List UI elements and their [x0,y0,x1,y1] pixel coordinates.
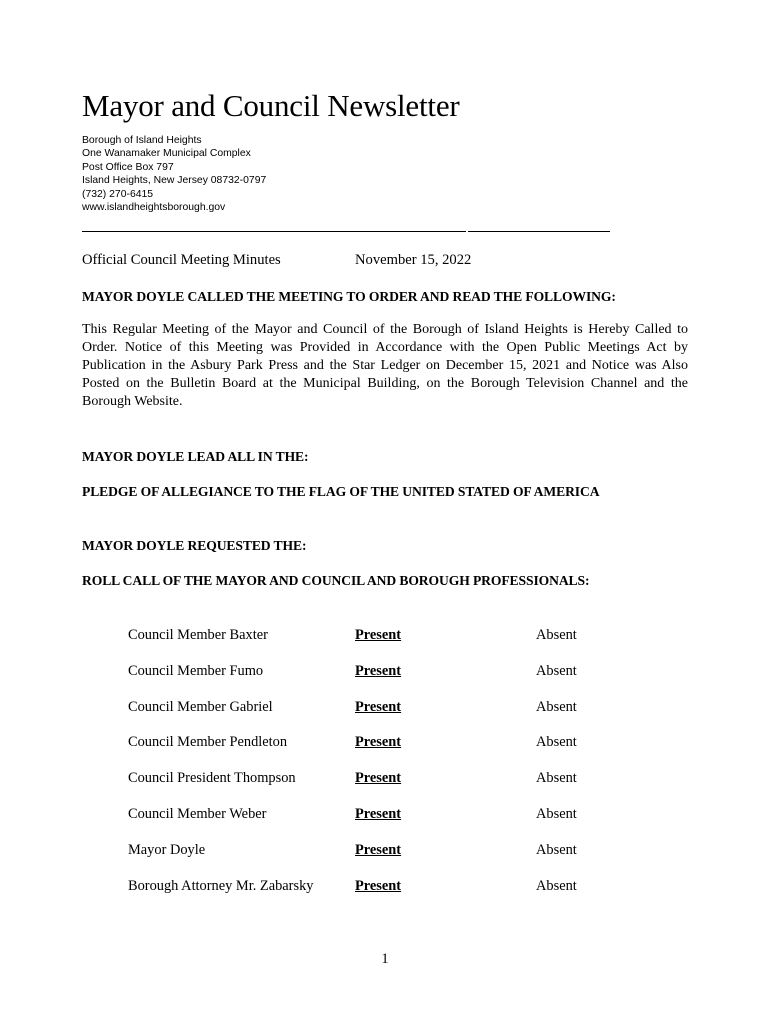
roll-call-absent-option: Absent [536,770,577,787]
roll-call-absent-option: Absent [536,698,577,715]
roll-call-member-name: Council President Thompson [128,770,296,787]
roll-call-present-mark: Present [355,627,402,643]
roll-call-present-mark: Present [355,805,402,822]
roll-call-present-mark: Present [355,877,402,894]
roll-call-absent-option: Absent [536,877,577,894]
roll-call-row [128,769,628,805]
page-number: 1 [381,951,389,967]
borough-address-block [82,134,266,214]
roll-call-row [128,662,628,698]
roll-call-present-mark: Present [355,841,402,858]
address-line-city: Island Heights, New Jersey 08732-0797 [82,175,267,187]
roll-call-present-mark: Present [355,662,402,679]
roll-call-present-mark: Present [355,770,402,787]
roll-call-member-name: Council Member Pendleton [128,734,288,751]
roll-call-member-name: Council Member Baxter [128,627,268,643]
roll-call-member-name: Mayor Doyle [128,841,206,858]
roll-call-row [128,877,628,913]
call-to-order-heading: MAYOR DOYLE CALLED THE MEETING TO ORDER AND READ THE FOLLOWING: [82,289,616,304]
pledge-heading: PLEDGE OF ALLEGIANCE TO THE FLAG OF THE UNITED STATED OF AMERICA [82,484,600,499]
lead-heading: MAYOR DOYLE LEAD ALL IN THE: [82,449,309,464]
requested-heading: MAYOR DOYLE REQUESTED THE: [82,538,307,553]
address-line-borough: Borough of Island Heights [82,135,202,146]
roll-call-row [128,626,628,662]
address-line-phone: (732) 270-6415 [82,188,154,200]
address-line-website: www.islandheightsborough.gov [82,202,226,214]
roll-call-member-name: Borough Attorney Mr. Zabarsky [128,877,314,894]
meeting-type-label: Official Council Meeting Minutes [82,252,281,268]
roll-call-absent-option: Absent [536,841,577,858]
meeting-notice-paragraph: This Regular Meeting of the Mayor and Council of the Borough of Island Heights is Hereby Called to Order. Notice of this Meeting was Provided in Accordance with the Open Public Meetings Act by Publication in the Asbury Park Press and the Star Ledger on December 15, 2021 and Notice was Also Posted on the Bulletin Board at the Municipal Building, on the Borough Television Channel and the Borough Website. [82,322,688,409]
roll-call-present-mark: Present [355,734,402,751]
roll-call-present-mark: Present [355,698,402,715]
meeting-date: November 15, 2022 [355,252,472,268]
roll-call-row [128,841,628,877]
roll-call-member-name: Council Member Fumo [128,662,264,679]
roll-call-row [128,698,628,734]
address-line-complex: One Wanamaker Municipal Complex [82,148,251,160]
header-divider-gap [466,229,468,232]
roll-call-member-name: Council Member Weber [128,805,267,822]
roll-call-absent-option: Absent [536,805,577,822]
roll-call-member-name: Council Member Gabriel [128,698,273,715]
roll-call-table [128,626,628,912]
header-divider [82,231,610,232]
roll-call-heading: ROLL CALL OF THE MAYOR AND COUNCIL AND BOROUGH PROFESSIONALS: [82,573,590,588]
roll-call-row [128,805,628,841]
address-line-po-box: Post Office Box 797 [82,161,174,173]
roll-call-absent-option: Absent [536,662,577,679]
roll-call-absent-option: Absent [536,734,577,751]
roll-call-row [128,733,628,769]
newsletter-title: Mayor and Council Newsletter [82,88,460,123]
roll-call-absent-option: Absent [536,627,577,643]
